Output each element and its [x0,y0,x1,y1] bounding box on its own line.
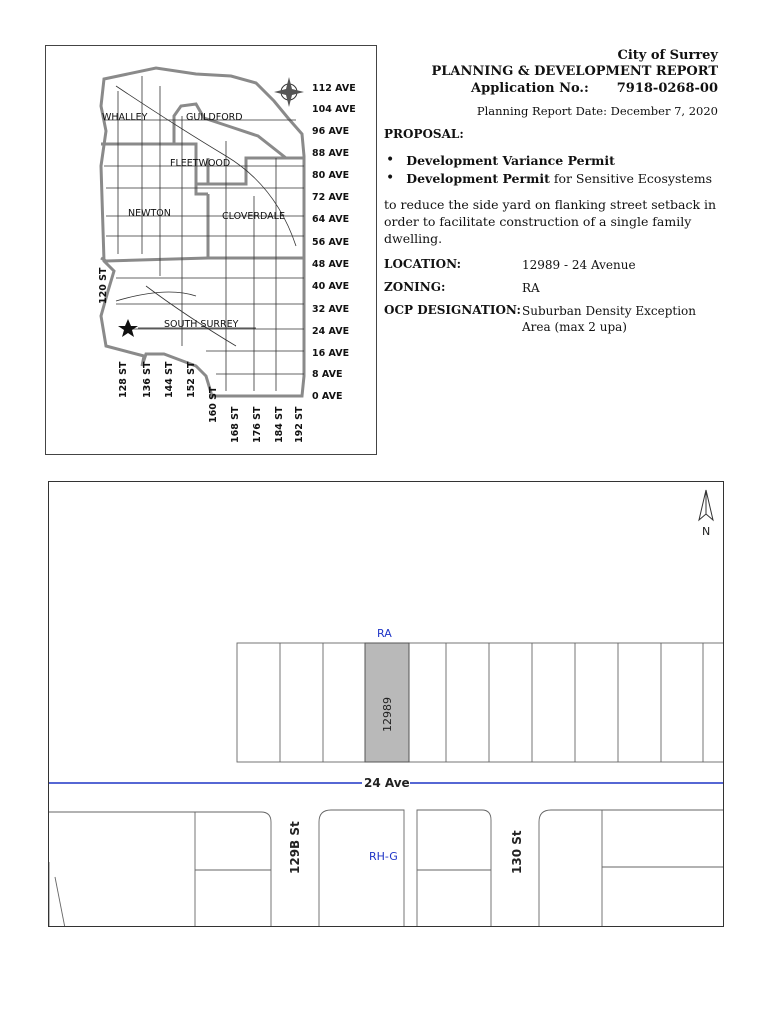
bullet-icon: • [386,170,395,186]
avenue-label: 8 AVE [312,369,343,380]
street-label: 152 ST [186,361,197,398]
bullet-icon: • [386,152,395,168]
street-labels [98,267,305,443]
street-label: 168 ST [230,406,241,443]
city-name: City of Surrey [617,48,718,63]
location-value: 12989 - 24 Avenue [522,258,636,272]
avenue-label: 40 AVE [312,281,350,292]
avenue-label: 56 AVE [312,237,350,248]
application-number-row [471,81,718,97]
north-label: N [702,525,711,538]
street-label-east: 130 St [510,830,524,874]
avenue-label: 16 AVE [312,348,350,359]
avenue-label: 24 Ave [364,776,410,790]
avenue-label: 64 AVE [312,214,350,225]
proposal-item [386,171,712,186]
lot-number: 12989 [381,697,394,732]
site-map-drawing [49,482,724,927]
avenue-label: 112 AVE [312,83,356,94]
proposal-label: PROPOSAL: [384,127,464,141]
compass-rose-icon [274,77,304,107]
zone-label-south: RH-G [369,850,398,863]
north-arrow-icon [699,490,713,538]
site-map [48,481,724,927]
zoning-row [384,280,722,296]
proposal-description: to reduce the side yard on flanking street setback in order to facilitate construction of a single family dwelling. [384,197,717,246]
proposal-item-bold: Development Permit [406,171,550,186]
street-label-west: 129B St [288,821,302,874]
location-label: LOCATION: [384,257,462,271]
street-label: 120 ST [98,267,109,304]
proposal-item-rest: for Sensitive Ecosystems [549,171,713,186]
street-label: 192 ST [294,406,305,443]
key-map [45,45,377,455]
report-date: Planning Report Date: December 7, 2020 [476,104,718,118]
avenue-label: 96 AVE [312,126,350,137]
proposal-item-bold: Development Variance Permit [406,153,615,168]
area-label: NEWTON [128,208,171,219]
area-label: SOUTH SURREY [164,319,239,330]
street-label: 136 ST [142,361,153,398]
location-row [384,257,722,273]
avenue-label: 48 AVE [312,259,350,270]
avenue-label: 80 AVE [312,170,350,181]
avenue-label: 24 AVE [312,326,350,337]
zoning-value: RA [522,281,540,295]
street-label: 160 ST [208,386,219,423]
ocp-designation-row [384,303,722,335]
street-label: 128 ST [118,361,129,398]
ocp-label: OCP DESIGNATION: [384,303,521,317]
ocp-value: Suburban Density Exception Area (max 2 upa) [522,304,696,334]
avenue-label: 32 AVE [312,304,350,315]
key-map-drawing [46,46,378,456]
report-title: PLANNING & DEVELOPMENT REPORT [431,64,718,79]
avenue-labels [312,83,356,402]
avenue-label: 0 AVE [312,391,343,402]
zoning-label: ZONING: [384,280,446,294]
zone-label-north: RA [377,627,392,640]
area-label: FLEETWOOD [170,158,231,169]
street-label: 176 ST [252,406,263,443]
avenue-label: 72 AVE [312,192,350,203]
avenue-label: 88 AVE [312,148,350,159]
north-lots [237,643,724,762]
area-label: GUILDFORD [186,112,243,123]
application-number: 7918-0268-00 [616,81,718,96]
south-lots [49,810,724,927]
area-label: WHALLEY [102,112,148,123]
application-label: Application No.: [471,81,589,96]
street-label: 184 ST [274,406,285,443]
street-label: 144 ST [164,361,175,398]
avenue-label: 104 AVE [312,104,356,115]
proposal-item [386,153,615,168]
area-label: CLOVERDALE [222,211,285,222]
